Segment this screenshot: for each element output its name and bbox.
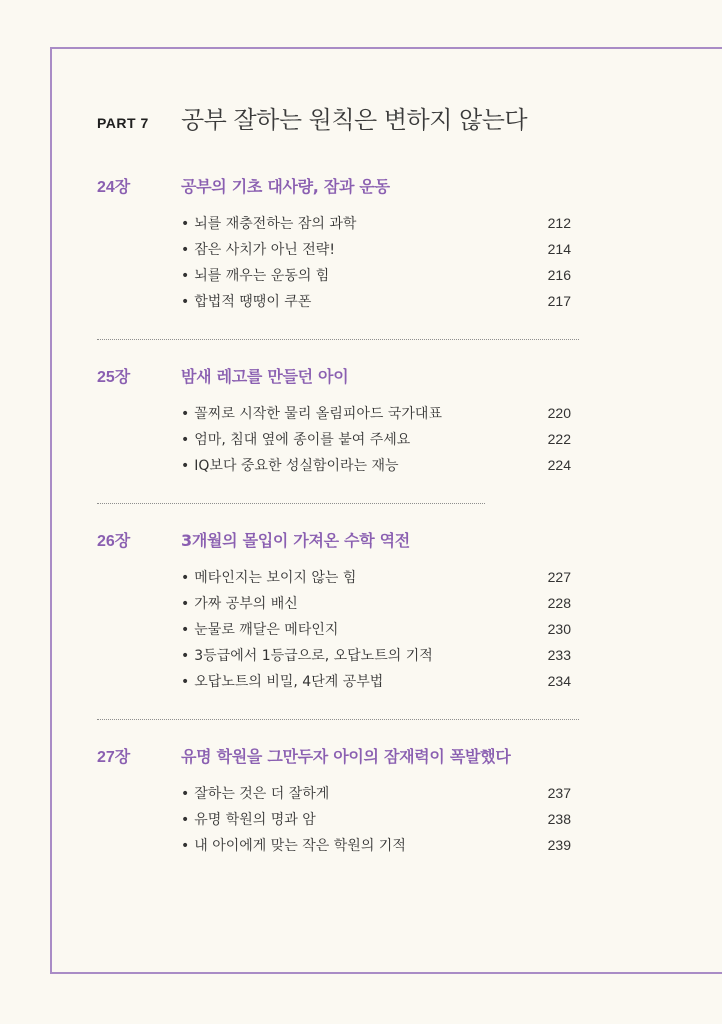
bullet-icon: • — [181, 596, 190, 612]
dotted-divider — [97, 719, 579, 720]
page-number: 228 — [547, 595, 571, 611]
bullet-icon: • — [181, 812, 190, 828]
chapter-heading — [97, 528, 579, 551]
section-list — [97, 783, 579, 861]
chapter-number: 24장 — [97, 179, 131, 196]
section-item — [181, 567, 571, 593]
section-item — [181, 619, 571, 645]
bullet-icon: • — [181, 406, 190, 422]
bullet-icon: • — [181, 216, 190, 232]
bullet-icon: • — [181, 674, 190, 690]
page-number: 237 — [547, 785, 571, 801]
dotted-divider — [97, 503, 485, 504]
chapter-24 — [97, 174, 579, 317]
section-list — [97, 567, 579, 697]
page-number: 233 — [547, 647, 571, 663]
section-item — [181, 783, 571, 809]
section-list — [97, 403, 579, 481]
page-number: 227 — [547, 569, 571, 585]
section-item — [181, 403, 571, 429]
section-title: 메타인지는 보이지 않는 힘 — [194, 570, 357, 586]
page-number: 214 — [547, 241, 571, 257]
section-item — [181, 645, 571, 671]
part-header — [97, 100, 579, 150]
section-title: 눈물로 깨달은 메타인지 — [194, 622, 339, 638]
chapter-heading — [97, 174, 579, 197]
section-item — [181, 429, 571, 455]
section-title: 뇌를 깨우는 운동의 힘 — [194, 268, 330, 284]
bullet-icon: • — [181, 786, 190, 802]
part-title: 공부 잘하는 원칙은 변하지 않는다 — [181, 106, 528, 134]
chapter-25 — [97, 364, 579, 481]
page-number: 224 — [547, 457, 571, 473]
page-number: 212 — [547, 215, 571, 231]
section-title: 3등급에서 1등급으로, 오답노트의 기적 — [194, 648, 433, 664]
section-list — [97, 213, 579, 317]
section-item — [181, 809, 571, 835]
section-title: 뇌를 재충전하는 잠의 과학 — [194, 216, 357, 232]
chapter-heading — [97, 744, 579, 767]
page-number: 238 — [547, 811, 571, 827]
section-item — [181, 455, 571, 481]
chapter-heading — [97, 364, 579, 387]
section-item — [181, 671, 571, 697]
bullet-icon: • — [181, 458, 190, 474]
page-number: 216 — [547, 267, 571, 283]
page-number: 230 — [547, 621, 571, 637]
bullet-icon: • — [181, 648, 190, 664]
chapter-27 — [97, 744, 579, 861]
section-title: 잠은 사치가 아닌 전략! — [194, 242, 335, 258]
section-title: 엄마, 침대 옆에 종이를 붙여 주세요 — [194, 432, 411, 448]
section-title: 유명 학원의 명과 암 — [194, 812, 316, 828]
section-title: 가짜 공부의 배신 — [194, 596, 298, 612]
section-title: 합법적 땡땡이 쿠폰 — [194, 294, 312, 310]
section-title: 내 아이에게 맞는 작은 학원의 기적 — [194, 838, 406, 854]
bullet-icon: • — [181, 838, 190, 854]
section-title: 잘하는 것은 더 잘하게 — [194, 786, 330, 802]
bullet-icon: • — [181, 242, 190, 258]
bullet-icon: • — [181, 570, 190, 586]
chapter-title: 3개월의 몰입이 가져온 수학 역전 — [181, 531, 410, 550]
chapter-title: 밤새 레고를 만들던 아이 — [181, 367, 349, 386]
bullet-icon: • — [181, 294, 190, 310]
section-title: 오답노트의 비밀, 4단계 공부법 — [194, 674, 384, 690]
bullet-icon: • — [181, 268, 190, 284]
section-title: 꼴찌로 시작한 물리 올림피아드 국가대표 — [194, 406, 442, 422]
section-item — [181, 265, 571, 291]
table-of-contents — [97, 100, 579, 861]
chapter-title: 유명 학원을 그만두자 아이의 잠재력이 폭발했다 — [181, 747, 511, 766]
section-item — [181, 291, 571, 317]
page-number: 234 — [547, 673, 571, 689]
chapter-26 — [97, 528, 579, 697]
page-number: 222 — [547, 431, 571, 447]
chapter-number: 27장 — [97, 749, 131, 766]
section-title: IQ보다 중요한 성실함이라는 재능 — [194, 458, 399, 474]
section-item — [181, 835, 571, 861]
chapter-number: 25장 — [97, 369, 131, 386]
dotted-divider — [97, 339, 579, 340]
part-label: PART 7 — [97, 115, 149, 131]
section-item — [181, 213, 571, 239]
page-number: 217 — [547, 293, 571, 309]
bullet-icon: • — [181, 432, 190, 448]
page-number: 239 — [547, 837, 571, 853]
chapter-title: 공부의 기초 대사량, 잠과 운동 — [181, 177, 390, 196]
bullet-icon: • — [181, 622, 190, 638]
section-item — [181, 239, 571, 265]
page-number: 220 — [547, 405, 571, 421]
section-item — [181, 593, 571, 619]
chapter-number: 26장 — [97, 533, 131, 550]
